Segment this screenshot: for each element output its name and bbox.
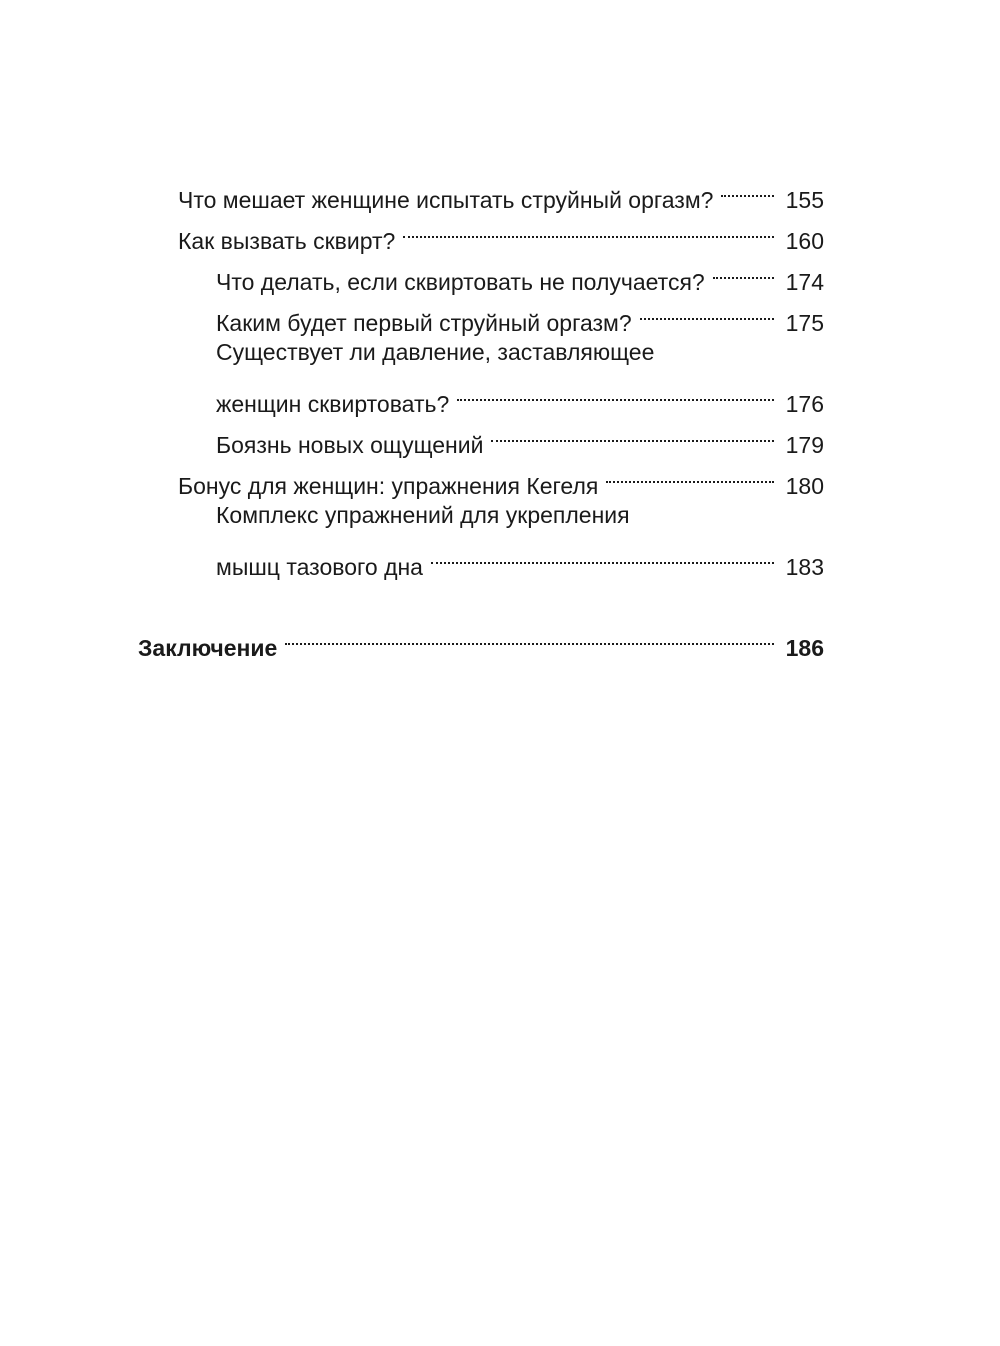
toc-entry-title: Что делать, если сквиртовать не получается? [216, 269, 705, 295]
toc-subentry[interactable] [216, 413, 824, 458]
toc-subentry-line1[interactable] [216, 495, 824, 535]
toc-entry-page: 175 [785, 310, 824, 336]
dot-leader [285, 616, 774, 656]
dot-leader [431, 535, 774, 575]
dot-leader [491, 413, 774, 453]
toc-chapter-title: Заключение [138, 635, 278, 661]
toc-entry-page: 160 [785, 228, 824, 254]
toc-entry-page: 183 [785, 554, 824, 580]
dot-leader [640, 291, 774, 331]
toc-subentry[interactable] [216, 291, 824, 336]
toc-entry-title: Как вызвать сквирт? [178, 228, 396, 254]
dot-leader [403, 209, 774, 249]
dot-leader [721, 168, 774, 208]
toc-entry-title-line1: Комплекс упражнений для укрепления [216, 502, 630, 528]
toc-subentry[interactable] [216, 535, 824, 580]
toc-entry-page: 174 [785, 269, 824, 295]
toc-entry-title: Каким будет первый струйный оргазм? [216, 310, 632, 336]
toc-entry-page: 180 [785, 473, 824, 499]
toc-entry-page: 179 [785, 432, 824, 458]
toc-entry-title: мышц тазового дна [216, 554, 423, 580]
toc-entry-title: Боязнь новых ощущений [216, 432, 484, 458]
toc-subentry[interactable] [216, 250, 824, 295]
dot-leader [457, 372, 774, 412]
toc-entry[interactable] [178, 168, 824, 213]
toc-entry-title: женщин сквиртовать? [216, 391, 450, 417]
toc-subentry-line1[interactable] [216, 332, 824, 372]
dot-leader [606, 454, 774, 494]
toc-entry-title: Бонус для женщин: упражнения Кегеля [178, 473, 599, 499]
toc-chapter-conclusion[interactable] [138, 616, 824, 661]
toc-subentry[interactable] [216, 372, 824, 417]
toc-entry[interactable] [178, 454, 824, 499]
toc-entry-page: 176 [785, 391, 824, 417]
dot-leader [713, 250, 774, 290]
toc-entry-page: 155 [785, 187, 824, 213]
toc-entry-title: Что мешает женщине испытать струйный оргазм? [178, 187, 714, 213]
toc-entry-title-line1: Существует ли давление, заставляющее [216, 339, 655, 365]
toc-chapter-page: 186 [785, 635, 824, 661]
toc-entry[interactable] [178, 209, 824, 254]
